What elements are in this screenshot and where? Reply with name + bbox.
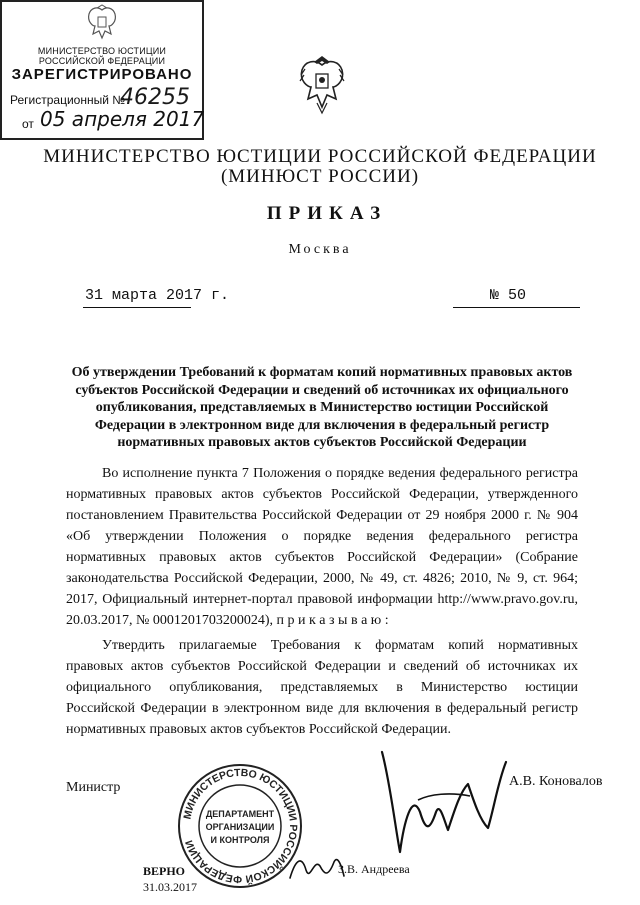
paragraph-line: 20.03.2017, № 0001201703200024), п р и к а з ы в а ю : [66,613,389,628]
stamp-number-label: Регистрационный № [10,93,126,107]
registration-stamp [0,0,204,140]
paragraph-line: законодательства Российской Федерации, 2000, № 49, ст. 4826; 2010, № 9, ст. 964; [66,571,578,586]
document-title: Об утверждении Требований к форматам копий нормативных правовых актов субъектов Российской Федерации и сведений об источниках их официального опубликования, представляемых в Министерство юстиции Российской Федерации в электронном виде для включения в федеральный регистр нормативных правовых актов субъектов Российской Федерации [71,365,573,450]
seal-ring-text: МИНИСТЕРСТВО ЮСТИЦИИ РОССИЙСКОЙ ФЕДЕРАЦИИ [181,766,300,886]
paragraph-line: нормативных правовых актов субъектов Российской Федерации, утвержденного [66,487,578,502]
paragraph-line: официального опубликования, представляемых в Министерство юстиции [66,680,578,695]
verified-date: 31.03.2017 [143,880,197,894]
paragraph-line: постановлением Правительства Российской Федерации от 29 ноября 2000 г. № 904 [66,508,578,523]
verifier-signature [286,848,346,888]
document-date: 31 марта 2017 г. [85,287,230,304]
paragraph-line: нормативных правовых актов субъектов Российской Федерации. [66,722,451,737]
minister-name: А.В. Коновалов [509,774,603,789]
document-number: № 50 [490,287,527,304]
date-underline [83,307,191,308]
stamp-ministry: МИНИСТЕРСТВО ЮСТИЦИИ РОССИЙСКОЙ ФЕДЕРАЦИИ [37,46,167,66]
minister-signature [360,742,520,862]
verifier-name: З.В. Андреева [338,862,410,876]
department-seal [176,762,304,890]
paragraph-line: Утвердить прилагаемые Требования к форматам копий нормативных [102,638,578,653]
coat-of-arms-icon [85,4,119,44]
stamp-date-prefix: от [22,117,34,131]
stamp-status: ЗАРЕГИСТРИРОВАНО [11,66,193,83]
paragraph-line: правовых актов субъектов Российской Федерации и сведений об источниках их [66,659,578,674]
verified-label: ВЕРНО [143,864,186,878]
paragraph-line: 2017, Официальный интернет-портал правовой информации http://www.pravo.gov.ru, [66,592,578,607]
ministry-name: МИНИСТЕРСТВО ЮСТИЦИИ РОССИЙСКОЙ ФЕДЕРАЦИИ [43,146,597,167]
minister-label: Министр [66,780,121,795]
stamp-date-value: 05 апреля 2017 [40,107,205,131]
stamp-number-value: 46255 [120,85,190,110]
document-type: ПРИКАЗ [266,203,388,224]
number-underline [453,307,580,308]
seal-line: ОРГАНИЗАЦИИ [205,822,275,832]
paragraph-line: Российской Федерации в электронном виде для включения в федеральный регистр [66,701,578,716]
paragraph-line: нормативных правовых актов субъектов Российской Федерации» (Собрание [66,550,578,565]
city: Москва [288,242,352,257]
paragraph-line: «Об утверждении Положения о порядке ведения федерального регистра [66,529,578,544]
coat-of-arms-icon [297,55,347,115]
ministry-short-name: (МИНЮСТ РОССИИ) [220,166,420,187]
preamble-paragraph [66,463,578,631]
seal-line: И КОНТРОЛЯ [210,835,270,845]
seal-line: ДЕПАРТАМЕНТ [205,809,275,819]
paragraph-line: Во исполнение пункта 7 Положения о порядке ведения федерального регистра [102,466,578,481]
order-paragraph [66,635,578,740]
